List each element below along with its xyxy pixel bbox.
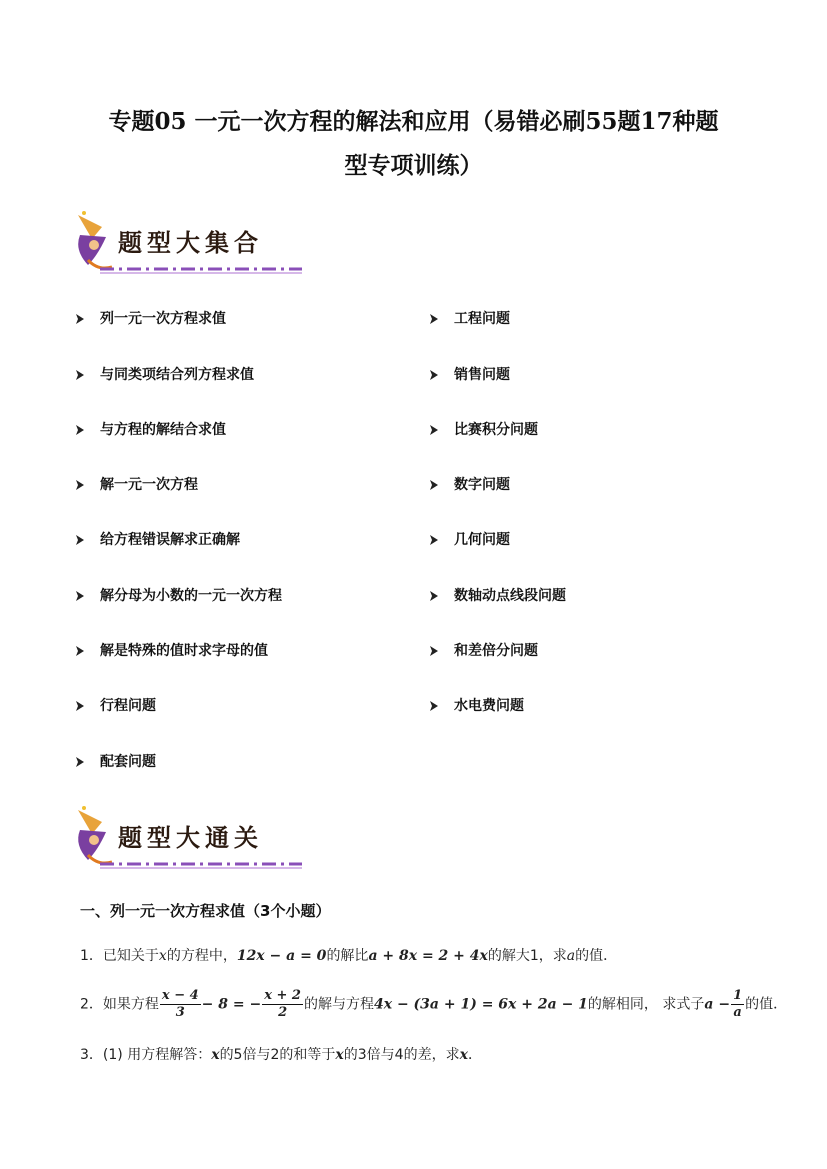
- arrow-bullet-icon: [430, 642, 438, 652]
- topic-item: 解是特殊的值时求字母的值: [76, 641, 268, 661]
- topic-item: 工程问题: [430, 309, 510, 329]
- fraction: $\frac{x + 2}{2}$: [264, 988, 301, 1020]
- topic-item: 销售问题: [430, 365, 510, 385]
- document-title: [60, 100, 767, 188]
- question-1: 1．已知关于x的方程中，12x − a = 0的解比a + 8x = 2 + 4x的解大1，求a的值．: [80, 948, 618, 964]
- section-banner-collection: [72, 205, 307, 277]
- equation: a + 8x = 2 + 4x: [368, 948, 488, 964]
- arrow-bullet-icon: [76, 587, 84, 597]
- arrow-bullet-icon: [430, 421, 438, 431]
- topic-item: 与同类项结合列方程求值: [76, 365, 254, 385]
- arrow-bullet-icon: [76, 642, 84, 652]
- fraction: $\frac{1}{a}$: [733, 988, 743, 1020]
- topic-item: 数字问题: [430, 475, 510, 495]
- topic-item: 与方程的解结合求值: [76, 420, 226, 440]
- question-2: 2．如果方程 $\frac{x - 4}{3}$ − 8 = − $\frac{x + 2}{2}$ 的解与方程4x − (3a + 1) = 6x + 2a − 1的解相同， 求式子a − $\frac{1}{a}$ 的值．: [80, 988, 788, 1020]
- equation: 12x − a = 0: [236, 948, 327, 964]
- topic-item: 几何问题: [430, 530, 510, 550]
- section-heading: 一、列一元一次方程求值（3个小题）: [80, 902, 331, 920]
- topic-item: 数轴动点线段问题: [430, 586, 566, 606]
- arrow-bullet-icon: [76, 531, 84, 541]
- banner-title: 题型大集合: [118, 228, 263, 257]
- topic-item: 配套问题: [76, 752, 156, 772]
- banner-title: 题型大通关: [118, 823, 263, 852]
- topic-item: 列一元一次方程求值: [76, 309, 226, 329]
- topic-item: 比赛积分问题: [430, 420, 538, 440]
- arrow-bullet-icon: [430, 531, 438, 541]
- topic-item: 水电费问题: [430, 696, 524, 716]
- topic-item: 解一元一次方程: [76, 475, 198, 495]
- arrow-bullet-icon: [76, 366, 84, 376]
- topic-item: 和差倍分问题: [430, 641, 538, 661]
- topic-item: 行程问题: [76, 696, 156, 716]
- fraction: $\frac{x - 4}{3}$: [161, 988, 199, 1020]
- arrow-bullet-icon: [76, 421, 84, 431]
- arrow-bullet-icon: [76, 753, 84, 763]
- title-line-1: 专题05 一元一次方程的解法和应用（易错必刷55题17种题: [108, 108, 719, 135]
- topic-item: 解分母为小数的一元一次方程: [76, 586, 282, 606]
- topic-item: 给方程错误解求正确解: [76, 530, 240, 550]
- equation: 4x − (3a + 1) = 6x + 2a − 1: [373, 996, 588, 1013]
- arrow-bullet-icon: [76, 697, 84, 707]
- arrow-bullet-icon: [430, 366, 438, 376]
- arrow-bullet-icon: [430, 697, 438, 707]
- title-line-2: 型专项训练）: [344, 152, 483, 179]
- arrow-bullet-icon: [430, 587, 438, 597]
- arrow-bullet-icon: [76, 476, 84, 486]
- arrow-bullet-icon: [76, 310, 84, 320]
- section-banner-practice: [72, 800, 307, 872]
- arrow-bullet-icon: [430, 476, 438, 486]
- question-3: 3．(1) 用方程解答：x的5倍与2的和等于x的3倍与4的差，求x．: [80, 1047, 482, 1063]
- arrow-bullet-icon: [430, 310, 438, 320]
